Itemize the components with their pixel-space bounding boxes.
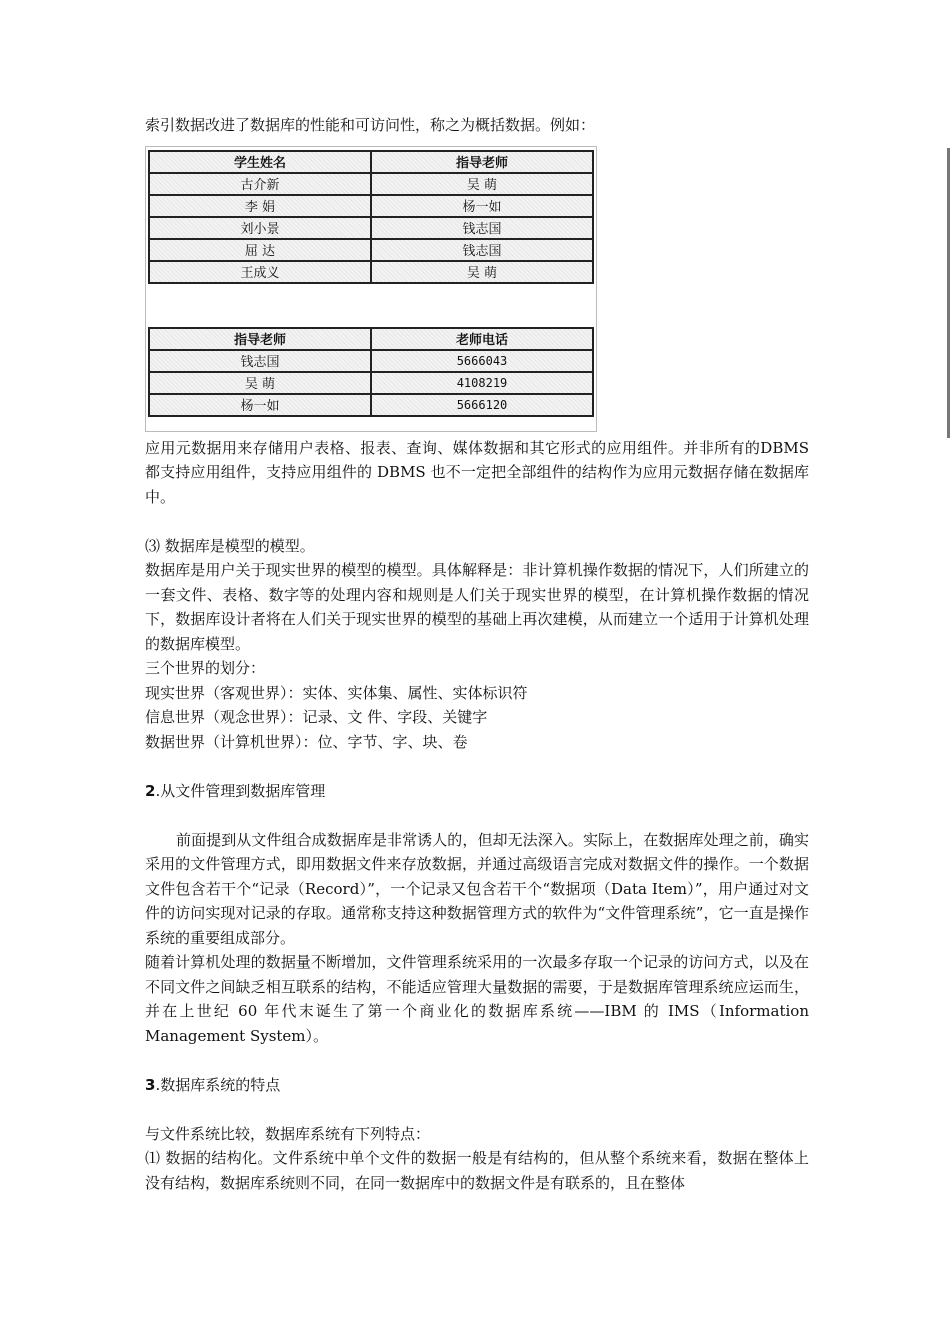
table-row	[149, 217, 593, 239]
section-2-heading	[145, 779, 809, 804]
table-cell: 钱志国	[149, 350, 371, 372]
student-teacher-table	[148, 150, 594, 284]
spacer	[145, 1097, 809, 1122]
table-header-row	[149, 328, 593, 350]
table-cell: 李 娟	[149, 195, 371, 217]
section-3-heading	[145, 1073, 809, 1098]
spacer	[145, 1048, 809, 1073]
table-cell: 5666043	[371, 350, 593, 372]
document-page	[145, 113, 809, 1195]
item3-title: ⑶ 数据库是模型的模型。	[145, 536, 315, 555]
intro-paragraph: 索引数据改进了数据库的性能和可访问性，称之为概括数据。例如：	[145, 116, 596, 134]
world-real: 现实世界（客观世界）：实体、实体集、属性、实体标识符	[145, 683, 528, 702]
table-row	[149, 372, 593, 394]
table-cell: 吴 萌	[149, 372, 371, 394]
section-3-number: 3	[145, 1075, 156, 1094]
item3-body: 数据库是用户关于现实世界的模型的模型。具体解释是：非计算机操作数据的情况下，人们所建立的一套文件、表格、数字等的处理内容和规则是人们关于现实世界的模型，在计算机操作数据的情况下，数据库设计者将在人们关于现实世界的模型的基础上再次建模，从而建立一个适用于计算机处理的数据库模型。	[145, 561, 809, 653]
app-metadata-paragraph: 应用元数据用来存储用户表格、报表、查询、媒体数据和其它形式的应用组件。并非所有的DBMS 都支持应用组件，支持应用组件的 DBMS 也不一定把全部组件的结构作为应用元数据存储在数据库中。	[145, 438, 809, 506]
spacer	[145, 803, 809, 828]
example-figure	[145, 146, 597, 432]
column-header: 指导老师	[371, 151, 593, 173]
spacer	[145, 509, 809, 534]
table-row	[149, 261, 593, 283]
section-3-intro: 与文件系统比较，数据库系统有下列特点：	[145, 1124, 431, 1143]
table-row	[149, 195, 593, 217]
table-cell: 杨一如	[149, 394, 371, 416]
world-info: 信息世界（观念世界）：记录、文 件、字段、关键字	[145, 708, 488, 726]
column-header: 指导老师	[149, 328, 371, 350]
worlds-title: 三个世界的划分：	[145, 659, 266, 677]
table-cell: 刘小景	[149, 217, 371, 239]
table-header-row	[149, 151, 593, 173]
table-cell: 吴 萌	[371, 173, 593, 195]
spacer	[145, 754, 809, 779]
table-cell: 杨一如	[371, 195, 593, 217]
section-3-title: .数据库系统的特点	[155, 1075, 281, 1094]
table-cell: 古介新	[149, 173, 371, 195]
table-row	[149, 239, 593, 261]
teacher-phone-table	[148, 327, 594, 417]
table-cell: 钱志国	[371, 217, 593, 239]
world-data: 数据世界（计算机世界）：位、字节、字、块、卷	[145, 732, 468, 751]
table-row	[149, 173, 593, 195]
table-cell: 王成义	[149, 261, 371, 283]
table-row	[149, 350, 593, 372]
table-cell: 5666120	[371, 394, 593, 416]
section-2-title: .从文件管理到数据库管理	[155, 781, 326, 800]
section-2-number: 2	[145, 781, 156, 800]
table-row	[149, 394, 593, 416]
column-header: 老师电话	[371, 328, 593, 350]
section-3-item-1: ⑴ 数据的结构化。文件系统中单个文件的数据一般是有结构的，但从整个系统来看，数据在整体上没有结构，数据库系统则不同，在同一数据库中的数据文件是有联系的，且在整体	[145, 1149, 809, 1192]
table-cell: 钱志国	[371, 239, 593, 261]
table-cell: 4108219	[371, 372, 593, 394]
column-header: 学生姓名	[149, 151, 371, 173]
table-cell: 屈 达	[149, 239, 371, 261]
section-2-paragraph-2: 随着计算机处理的数据量不断增加，文件管理系统采用的一次最多存取一个记录的访问方式，以及在不同文件之间缺乏相互联系的结构，不能适应管理大量数据的需要，于是数据库管理系统应运而生，并在上世纪 60 年代末诞生了第一个商业化的数据库系统——IBM 的 IMS（Information Management System）。	[145, 953, 809, 1045]
section-2-paragraph-1: 前面提到从文件组合成数据库是非常诱人的，但却无法深入。实际上，在数据库处理之前，确实采用的文件管理方式，即用数据文件来存放数据，并通过高级语言完成对数据文件的操作。一个数据文件包含若干个“记录（Record）”，一个记录又包含若干个“数据项（Data Item）”，用户通过对文件的访问实现对记录的存取。通常称支持这种数据管理方式的软件为“文件管理系统”，它一直是操作系统的重要组成部分。	[145, 830, 809, 947]
table-cell: 吴 萌	[371, 261, 593, 283]
